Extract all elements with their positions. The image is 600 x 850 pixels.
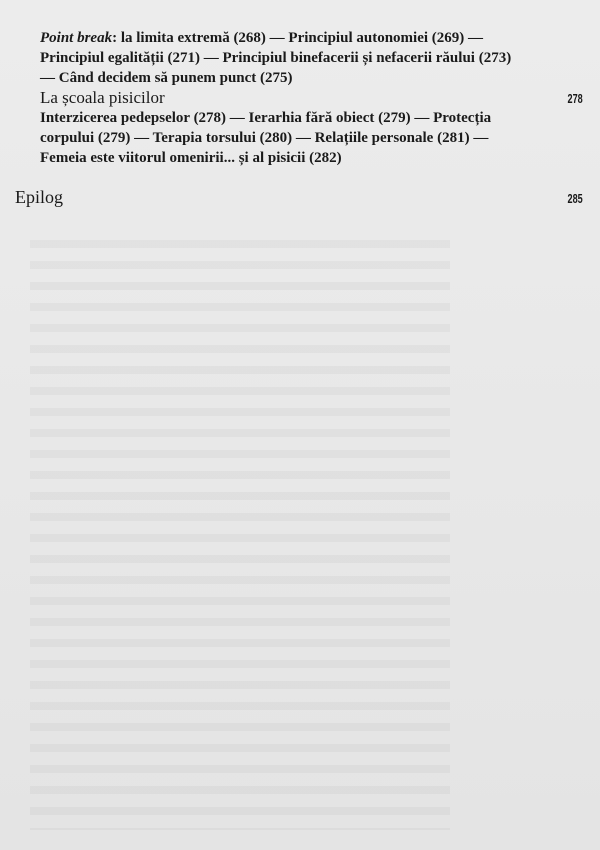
toc-section-page: 278 bbox=[567, 91, 583, 106]
toc-section-title: La școala pisicilor bbox=[40, 88, 165, 107]
toc-subentries-scoala: Interzicerea pedepselor (278) — Ierarhia fără obiect (279) — Protecția corpului (279) — Terapia torsului (280) — Relațiile personale (281) — Femeia este viitorul omenirii... și al pisicii (282) bbox=[40, 110, 492, 166]
italic-lead: Point break bbox=[40, 30, 113, 46]
bleed-through-texture bbox=[30, 240, 450, 830]
toc-subentries-point-break bbox=[40, 28, 515, 88]
toc-chapter-title: Epilog bbox=[15, 187, 63, 207]
table-of-contents bbox=[0, 0, 600, 207]
toc-chapter-page: 285 bbox=[567, 191, 583, 206]
toc-section-row bbox=[15, 88, 583, 108]
subentries-text: : la limita extremă (268) — Principiul autonomiei (269) — Principiul egalității (271) — Principiul binefacerii și nefacerii răului (273) — Când decidem să punem punct (275) bbox=[40, 30, 512, 86]
toc-chapter-row bbox=[15, 187, 583, 207]
